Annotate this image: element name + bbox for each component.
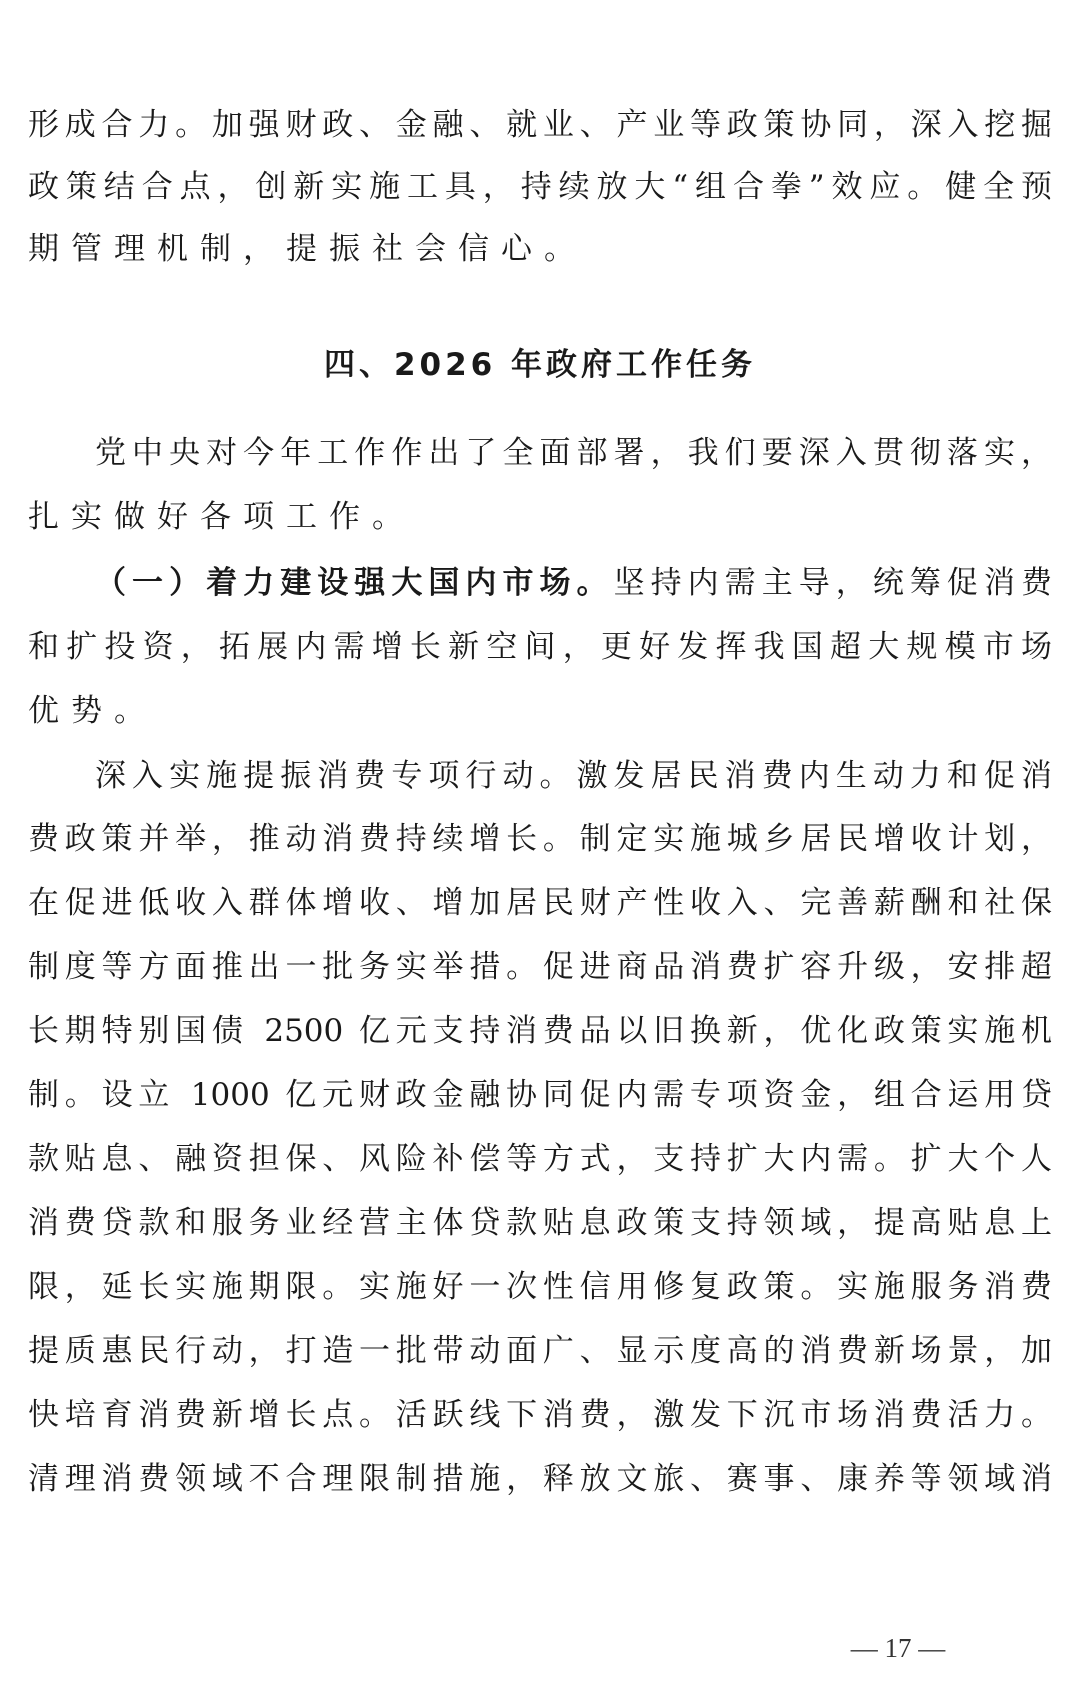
body-text-line: 政策结合点，创新实施工具，持续放大“组合拳”效应。健全预 — [28, 169, 1052, 205]
body-text-line: 费政策并举，推动消费持续增长。制定实施城乡居民增收计划， — [28, 821, 1052, 857]
body-text-line: 制。设立 1000 亿元财政金融协同促内需专项资金，组合运用贷 — [28, 1077, 1052, 1113]
body-text-line: 和扩投资，拓展内需增长新空间，更好发挥我国超大规模市场 — [28, 629, 1052, 665]
body-text: 坚持内需主导，统筹促消费 — [613, 565, 1052, 601]
body-text-line: 扎实做好各项工作。 — [28, 499, 415, 535]
body-text-line: 长期特别国债 2500 亿元支持消费品以旧换新，优化政策实施机 — [28, 1013, 1052, 1049]
body-text-line: 限，延长实施期限。实施好一次性信用修复政策。实施服务消费 — [28, 1269, 1052, 1305]
body-text-line: 期管理机制，提振社会信心。 — [28, 231, 587, 267]
page-number: — 17 — — [850, 1633, 946, 1663]
body-text-line: 优势。 — [28, 693, 157, 729]
body-text-line: 在促进低收入群体增收、增加居民财产性收入、完善薪酬和社保 — [28, 885, 1052, 921]
body-text-line: 款贴息、融资担保、风险补偿等方式，支持扩大内需。扩大个人 — [28, 1141, 1052, 1177]
body-text-line: 党中央对今年工作作出了全面部署，我们要深入贯彻落实， — [95, 435, 1052, 471]
section-heading: 四、2026 年政府工作任务 — [323, 347, 757, 383]
subsection-title: （一）着力建设强大国内市场。 — [95, 565, 614, 601]
body-text-line: 清理消费领域不合理限制措施，释放文旅、赛事、康养等领域消 — [28, 1461, 1052, 1497]
body-text-line: 深入实施提振消费专项行动。激发居民消费内生动力和促消 — [95, 758, 1052, 794]
body-text-line: 消费贷款和服务业经营主体贷款贴息政策支持领域，提高贴息上 — [28, 1205, 1052, 1241]
subsection-lead-line — [95, 563, 1052, 603]
body-text-line: 快培育消费新增长点。活跃线下消费，激发下沉市场消费活力。 — [28, 1397, 1052, 1433]
body-text-line: 提质惠民行动，打造一批带动面广、显示度高的消费新场景，加 — [28, 1333, 1052, 1369]
body-text-line: 形成合力。加强财政、金融、就业、产业等政策协同，深入挖掘 — [28, 107, 1052, 143]
body-text-line: 制度等方面推出一批务实举措。促进商品消费扩容升级，安排超 — [28, 949, 1052, 985]
